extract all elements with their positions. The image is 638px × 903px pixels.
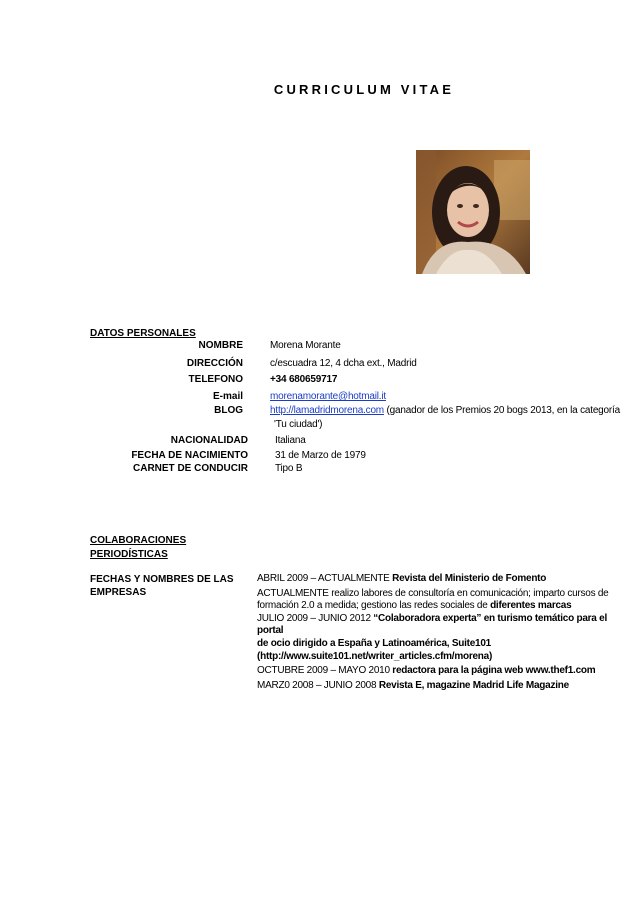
page-title: CURRICULUM VITAE [273, 82, 455, 97]
license-value: Tipo B [275, 463, 303, 474]
blog-value [270, 405, 620, 416]
collab-entry-consulting: ACTUALMENTE realizo labores de consultoría en comunicación; imparto cursos de [257, 587, 609, 599]
collab-entry-suite101: JULIO 2009 – JUNIO 2012 “Colaboradora experta” en turismo temático para el portal [257, 612, 607, 637]
collab-entry-thef1: OCTUBRE 2009 – MAYO 2010 redactora para la página web www.thef1.com [257, 665, 596, 677]
birth-label: FECHA DE NACIMIENTO [131, 450, 248, 461]
blog-link[interactable]: http://lamadridmorena.com [270, 405, 384, 416]
blog-note-category: 'Tu ciudad') [274, 419, 323, 430]
collab-title-line2: PERIODÍSTICAS [90, 549, 168, 560]
collab-entry-suite101-cont: de ocio dirigido a España y Latinoamérica, Suite101 [257, 637, 491, 649]
collab-title-line1: COLABORACIONES [90, 535, 187, 546]
collab-entry-fomento: ABRIL 2009 – ACTUALMENTE Revista del Ministerio de Fomento [257, 573, 547, 584]
email-link[interactable]: morenamorante@hotmail.it [270, 391, 386, 402]
collab-section-title [90, 534, 186, 562]
nationality-label: NACIONALIDAD [170, 435, 248, 446]
profile-photo-image [416, 150, 530, 274]
dates-label-line2: EMPRESAS [90, 587, 147, 598]
license-label: CARNET DE CONDUCIR [133, 463, 248, 474]
nationality-value: Italiana [275, 435, 306, 446]
birth-value: 31 de Marzo de 1979 [275, 450, 366, 461]
name-value: Morena Morante [270, 340, 341, 351]
collab-list [257, 573, 629, 692]
collab-entry-consulting-cont: formación 2.0 a medida; gestiono las redes sociales de diferentes marcas [257, 600, 572, 612]
profile-photo [416, 150, 530, 274]
address-value: c/escuadra 12, 4 dcha ext., Madrid [270, 358, 417, 369]
dates-label [90, 573, 234, 599]
personal-section-title: DATOS PERSONALES [90, 328, 196, 339]
dates-label-line1: FECHAS Y NOMBRES DE LAS [90, 574, 234, 585]
blog-label: BLOG [214, 405, 243, 416]
phone-label: TELEFONO [188, 374, 243, 385]
collab-entry-suite101-url: (http://www.suite101.net/writer_articles.cfm/morena) [257, 650, 493, 662]
blog-note: (ganador de los Premios 20 bogs 2013, en la categoría [383, 405, 620, 416]
name-label: NOMBRE [198, 340, 243, 351]
phone-value: +34 680659717 [270, 374, 338, 385]
address-label: DIRECCIÓN [186, 358, 243, 369]
email-label: E-mail [212, 391, 243, 402]
collab-entry-revista-e: MARZ0 2008 – JUNIO 2008 Revista E, magazine Madrid Life Magazine [257, 679, 569, 691]
